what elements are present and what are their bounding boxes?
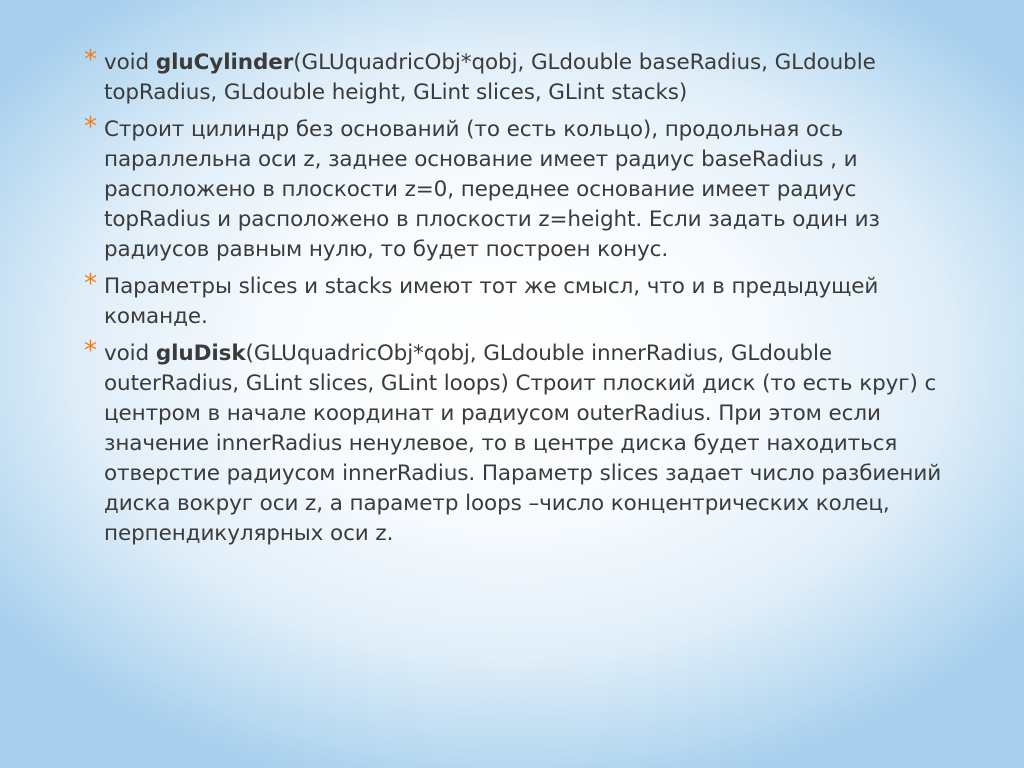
bullet-marker-icon: * [84,112,97,142]
bullet-marker-icon: * [84,336,97,366]
bullet-gludisk [84,336,964,549]
bullet-glucylinder-signature [84,45,964,108]
function-name: gluCylinder [155,50,294,75]
bullet-text: Параметры slices и stacks имеют тот же смысл, что и в предыдущей команде. [104,274,879,329]
bullet-marker-icon: * [84,45,97,75]
bullet-marker-icon: * [84,269,97,299]
function-name: gluDisk [155,341,246,366]
bullet-text-prefix: void [104,50,156,75]
bullet-text-params: (GLUquadricObj*qobj, GLdouble baseRadius, GLdouble topRadius, GLdouble height, GLint slices, GLint stacks) [104,50,876,105]
bullet-list [84,45,964,556]
bullet-text: Строит цилиндр без оснований (то есть кольцо), продольная ось параллельна оси z, заднее основание имеет радиус baseRadius , и расположено в плоскости z=0, переднее основание имеет радиус topRadius и расположено в плоскости z=height. Если задать один из радиусов равным нулю, то будет построен конус. [104,117,880,262]
bullet-slices-stacks [84,269,964,332]
bullet-cylinder-description [84,112,964,265]
bullet-text-params: (GLUquadricObj*qobj, GLdouble innerRadius, GLdouble outerRadius, GLint slices, GLint loops) Строит плоский диск (то есть круг) с центром в начале координат и радиусом outerRadius. При этом если значение innerRadius ненулевое, то в центре диска будет находиться отверстие радиусом innerRadius. Параметр slices задает число разбиений диска вокруг оси z, а параметр loops –число концентрических колец, перпендикулярных оси z. [104,341,942,546]
bullet-text-prefix: void [104,341,156,366]
